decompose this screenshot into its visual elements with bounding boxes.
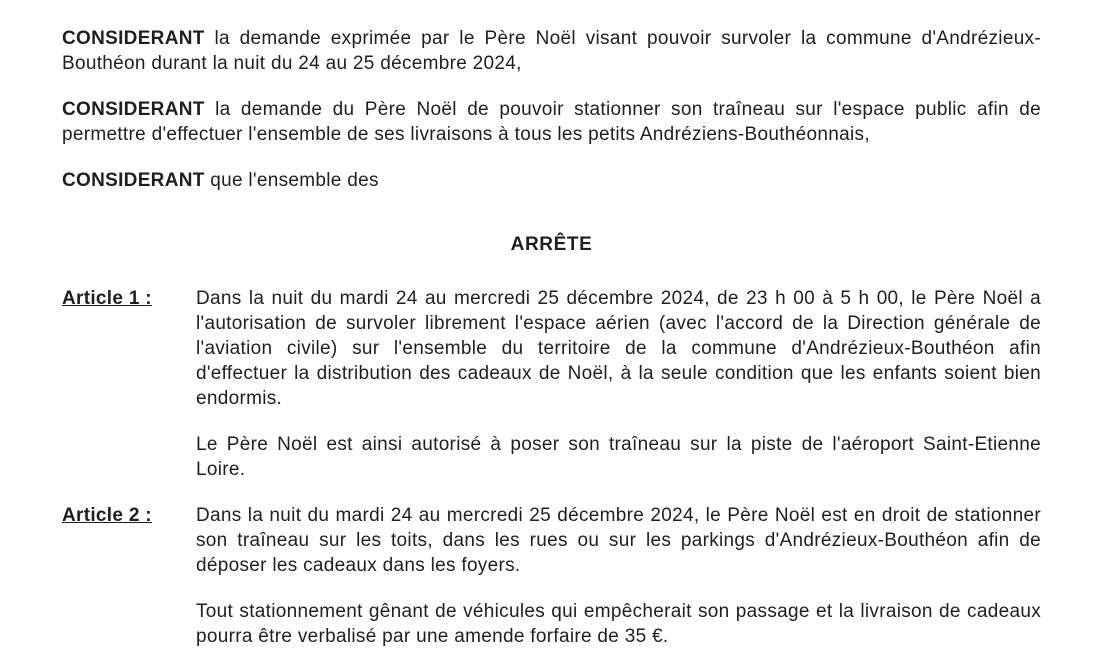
considerant-keyword: CONSIDERANT [62, 28, 205, 49]
article-1 [62, 286, 1041, 503]
considerant-text: que l'ensemble des [210, 170, 379, 191]
considerant-keyword: CONSIDERANT [62, 99, 205, 120]
article-1-label-column [62, 286, 196, 311]
article-2-paragraph-1: Dans la nuit du mardi 24 au mercredi 25 décembre 2024, le Père Noël est en droit de stationner son traîneau sur les toits, dans les rues ou sur les parkings d'Andrézieux-Bouthéon afin de déposer les cadeaux dans les foyers. [196, 505, 1041, 576]
arrete-heading: ARRÊTE [510, 234, 593, 255]
considerant-paragraph-2 [62, 97, 1041, 147]
considerant-paragraph-3 [62, 168, 1041, 193]
article-2-label: Article 2 : [62, 505, 152, 526]
article-2 [62, 503, 1041, 658]
article-1-paragraph-2: Le Père Noël est ainsi autorisé à poser son traîneau sur la piste de l'aéroport Saint-Etienne Loire. [196, 434, 1041, 480]
article-2-body [196, 503, 1041, 658]
considerant-keyword: CONSIDERANT [62, 170, 205, 191]
considerant-text: la demande du Père Noël de pouvoir stationner son traîneau sur l'espace public afin de permettre d'effectuer l'ensemble de ses livraisons à tous les petits Andréziens-Bouthéonnais, [62, 99, 1041, 145]
article-2-label-column [62, 503, 196, 528]
article-2-paragraph-2: Tout stationnement gênant de véhicules qui empêcherait son passage et la livraison de cadeaux pourra être verbalisé par une amende forfaire de 35 €. [196, 601, 1041, 647]
considerant-paragraph-1 [62, 26, 1041, 76]
article-1-paragraph-1: Dans la nuit du mardi 24 au mercredi 25 décembre 2024, de 23 h 00 à 5 h 00, le Père Noël a l'autorisation de survoler librement l'espace aérien (avec l'accord de la Direction générale de l'aviation civile) sur l'ensemble du territoire de la commune d'Andrézieux-Bouthéon afin d'effectuer la distribution des cadeaux de Noël, à la seule condition que les enfants soient bien endormis. [196, 288, 1041, 409]
article-1-body [196, 286, 1041, 503]
considerant-text: la demande exprimée par le Père Noël visant pouvoir survoler la commune d'Andrézieux-Bouthéon durant la nuit du 24 au 25 décembre 2024, [62, 28, 1041, 74]
article-1-label: Article 1 : [62, 288, 152, 309]
